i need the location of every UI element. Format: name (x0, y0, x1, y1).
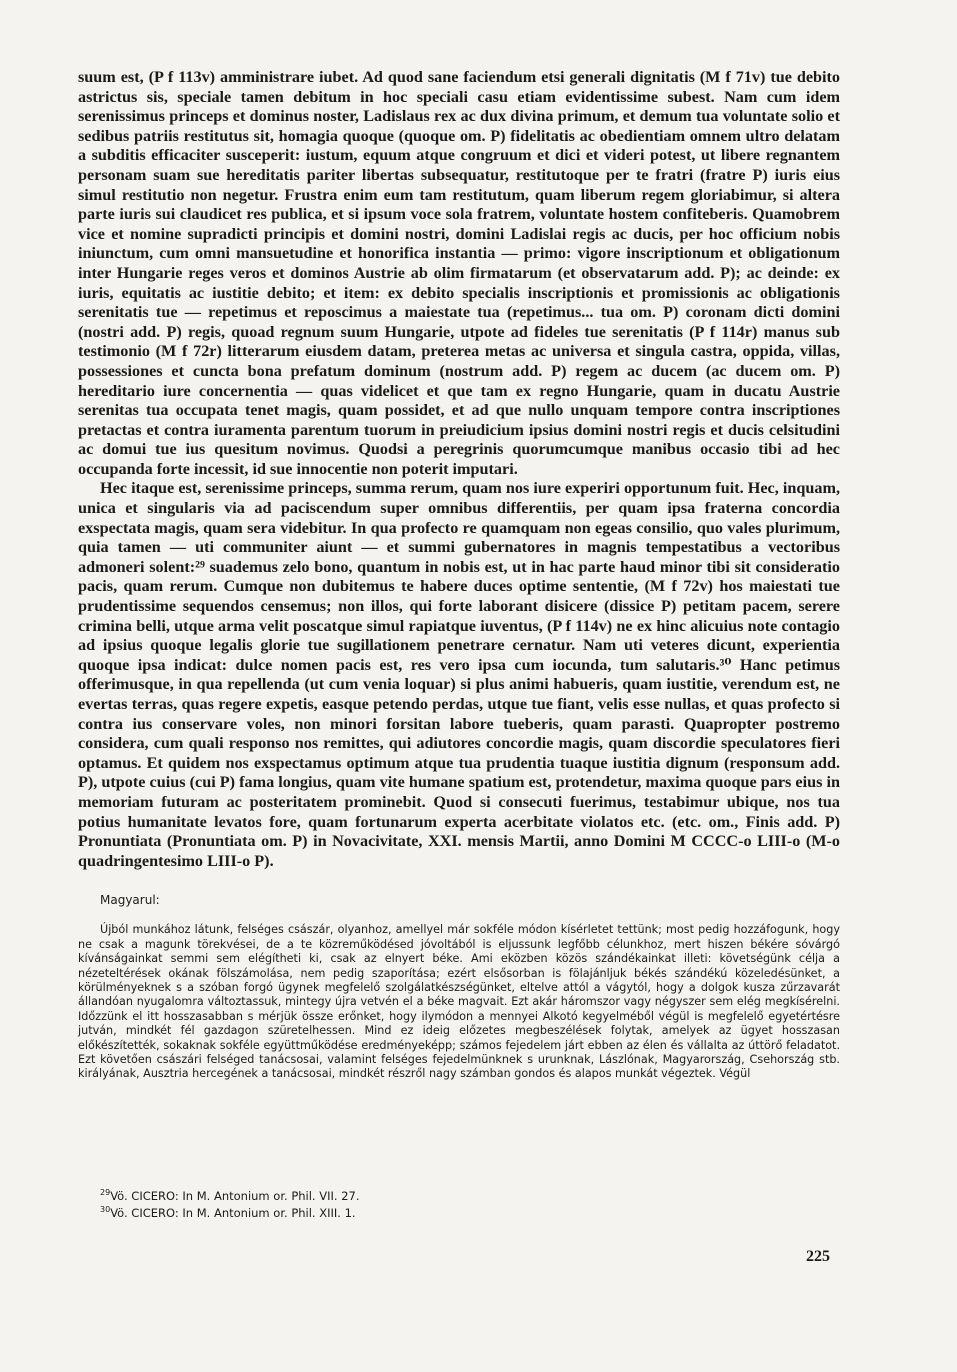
footnote-number: 29 (100, 1188, 111, 1197)
footnote-text: Vö. CICERO: In M. Antonium or. Phil. VII. 27. (110, 1188, 360, 1203)
footnote-number: 30 (100, 1204, 111, 1214)
latin-text (78, 68, 840, 871)
page-body (78, 68, 840, 1082)
footnote-29 (100, 1186, 360, 1203)
footnote-text: Vö. CICERO: In M. Antonium or. Phil. XIII. 1. (110, 1205, 356, 1220)
page-number: 225 (806, 1248, 830, 1265)
footnotes (100, 1186, 360, 1220)
latin-paragraph-1: suum est, (P f 113v) amministrare iubet. Ad quod sane faciendum etsi generali dignitatis (M f 71v) tue debito astrictus sis, speciale tamen debitum in hoc speciali casu etiam evidentissime subest. Nam cum idem serenissimus princeps et dominus noster, Ladislaus rex ac dux divina primum, et demum tua voluntate solio et sedibus patriis restitutus sit, homagia quoque (quoque om. P) fidelitatis ac obedientiam omnem ultro delatam a subditis efficaciter susceperit: iustum, equum atque congruum et dici et videri potest, ut libere regnantem personam suam sue hereditatis pariter libertas subsequatur, restitutoque per te fratri (fratre P) iuris eius simul restitutio non negetur. Frustra enim eum tam restitutum, quam liberum regem gloriabimur, si altera parte iuris sui claudicet res publica, et si ipsum voce sola fratrem, voluntate hostem confiteberis. Quamobrem vice et nomine supradicti principis et domini nostri, domini Ladislai regis ac ducis, per hoc officium nobis iniunctum, cum omni mansuetudine et honorifica instantia — primo: vigore inscriptionum et obligationum inter Hungarie reges veros et dominos Austrie ab olim firmatarum (et observatarum add. P); ac deinde: ex iuris, equitatis ac iustitie debito; et item: ex debito specialis inscriptionis et promissionis ac obligationis serenitatis tue — repetimus et reposcimus a maiestate tua (repetimus... tua om. P) coronam dicti domini (nostri add. P) regis, quoad regnum suum Hungarie, utpote ad fideles tue serenitatis (P f 114r) manus sub testimonio (M f 72r) litterarum eiusdem datam, preterea metas ac universa et singula castra, oppida, villas, possessiones et cuncta bona prefatum dominum (nostrum add. P) regem ac ducem (ac ducem om. P) hereditario iure concernentia — quas videlicet et que tam ex regno Hungarie, quam in ducatu Austrie serenitas tua occupata tenet magis, quam possidet, et ad que nullo unquam tempore contra inscriptiones pretactas et contra iuramenta parentum tuorum in preiudicium ipsius domini nostri regis et ducis celsitudini ac domui tue ius quesitum novimus. Quodsi a peregrinis quorumcumque manibus occasio tibi ad hec occupanda forte incessit, id sue innocentie non poterit imputari. (78, 68, 840, 478)
footnote-30 (100, 1203, 360, 1220)
translation-label: Magyarul: (100, 893, 160, 908)
hungarian-translation: Újból munkához látunk, felséges császár, olyanhoz, amellyel már sokféle módon kísérletet tettünk; most pedig hozzáfogunk, hogy ne csak a magunk törekvései, de a te közreműködésed jóvoltából is eljussunk legfőbb célunkhoz, mert hiszen békére sóvárgó kívánságainkat semmi sem elégítheti ki, csak az elnyert béke. Ami eközben közös szándékainkat illeti: követségünk célja a nézeteltérések okának fölszámolása, nem pedig szaporítása; ezért elsősorban is fölajánljuk békés szándékú közeledésünket, a körülményeknek s a szóban forgó ügynek megfelelő szolgálatkészségünket, eltelve attól a vágytól, hogy a dolgok kusza zűrzavarát állandóan nyugalomra változtassuk, mintegy újra vetvén el a béke magvait. Ezt akár háromszor vagy négyszer sem elég megkísérelni. Időzzünk el itt hosszasabban s mérjük össze erőnket, hogy ilymódon a mennyei Alkotó kegyelméből végül is megfelelő egyetértésre jutván, mindkét fél gazdagon szüretelhessen. Mind ez ideig előzetes megbeszélések folytak, amelyek az ügyet hosszasan előkészítették, sokaknak sokféle együttműködése eredményeképp; számos fejedelem járt ebben az élen és vállalta az úttörő feladatot. Ezt követően császári felséged tanácsosai, valamint felséges fejedelmünknek s urunknak, Lászlónak, Magyarország, Csehország stb. királyának, Ausztria hercegének a tanácsosai, mindkét részről nagy számban gondos és alapos munkát végeztek. Végül (78, 923, 840, 1081)
latin-paragraph-2: Hec itaque est, serenissime princeps, summa rerum, quam nos iure experiri opportunum fuit. Hec, inquam, unica et singularis via ad paciscendum super omnibus differentiis, per quam ipsa fraterna concordia exspectata magis, quam sera videbitur. In qua profecto re quamquam non egeas consilio, quo vales plurimum, quia tamen — uti communiter aiunt — et summi gubernatores in magnis tempestatibus a vectoribus admoneri solent:²⁹ suademus zelo bono, quantum in nobis est, ut in hac parte haud minor tibi sit consideratio pacis, quam rerum. Cumque non dubitemus te habere duces optime sententie, (M f 72v) hos maiestati tue prudentissime sequendos censemus; non illos, qui forte laborant disicere (dissice P) petitam pacem, serere crimina belli, utque arma velit poscatque simul rapiatque iuventus, (P f 114v) ne ex hinc alicuius note contagio ad ipsius quoque legalis glorie tue sugillationem penetrare cernatur. Nam uti veteres dicunt, experientia quoque ipsa indicat: dulce nomen pacis est, res vero ipsa cum iocunda, tum salutaris.³⁰ Hanc petimus offerimusque, in qua repellenda (ut cum venia loquar) si plus animi habueris, quam iustitie, verendum est, ne evertas terras, quas regere expetis, easque petendo perdas, utque tue fiant, velis esse nullas, et quas profecto si contra ius conservare voles, non minori forsitan labore tueberis, quam parasti. Quapropter postremo considera, cum quali responso nos remittes, qui adiutores concordie magis, quam discordie speculatores fieri optamus. Et quidem nos exspectamus optimum atque tua prudentia tuaque iustitia dignum (responsum add. P), utpote cuius (cui P) fama longius, quam vite humane spatium est, protendetur, maxima quoque pars eius in memoriam futuram ac posteritatem prominebit. Quod si consecuti fuerimus, testabimur ubique, nos tua potius humanitate levatos fore, quam fortunarum experta acerbitate violatos etc. (etc. om., Finis add. P) Pronuntiata (Pronuntiata om. P) in Novacivitate, XXI. mensis Martii, anno Domini M CCCC-o LIII-o (M-o quadringentesimo LIII-o P). (78, 479, 840, 870)
